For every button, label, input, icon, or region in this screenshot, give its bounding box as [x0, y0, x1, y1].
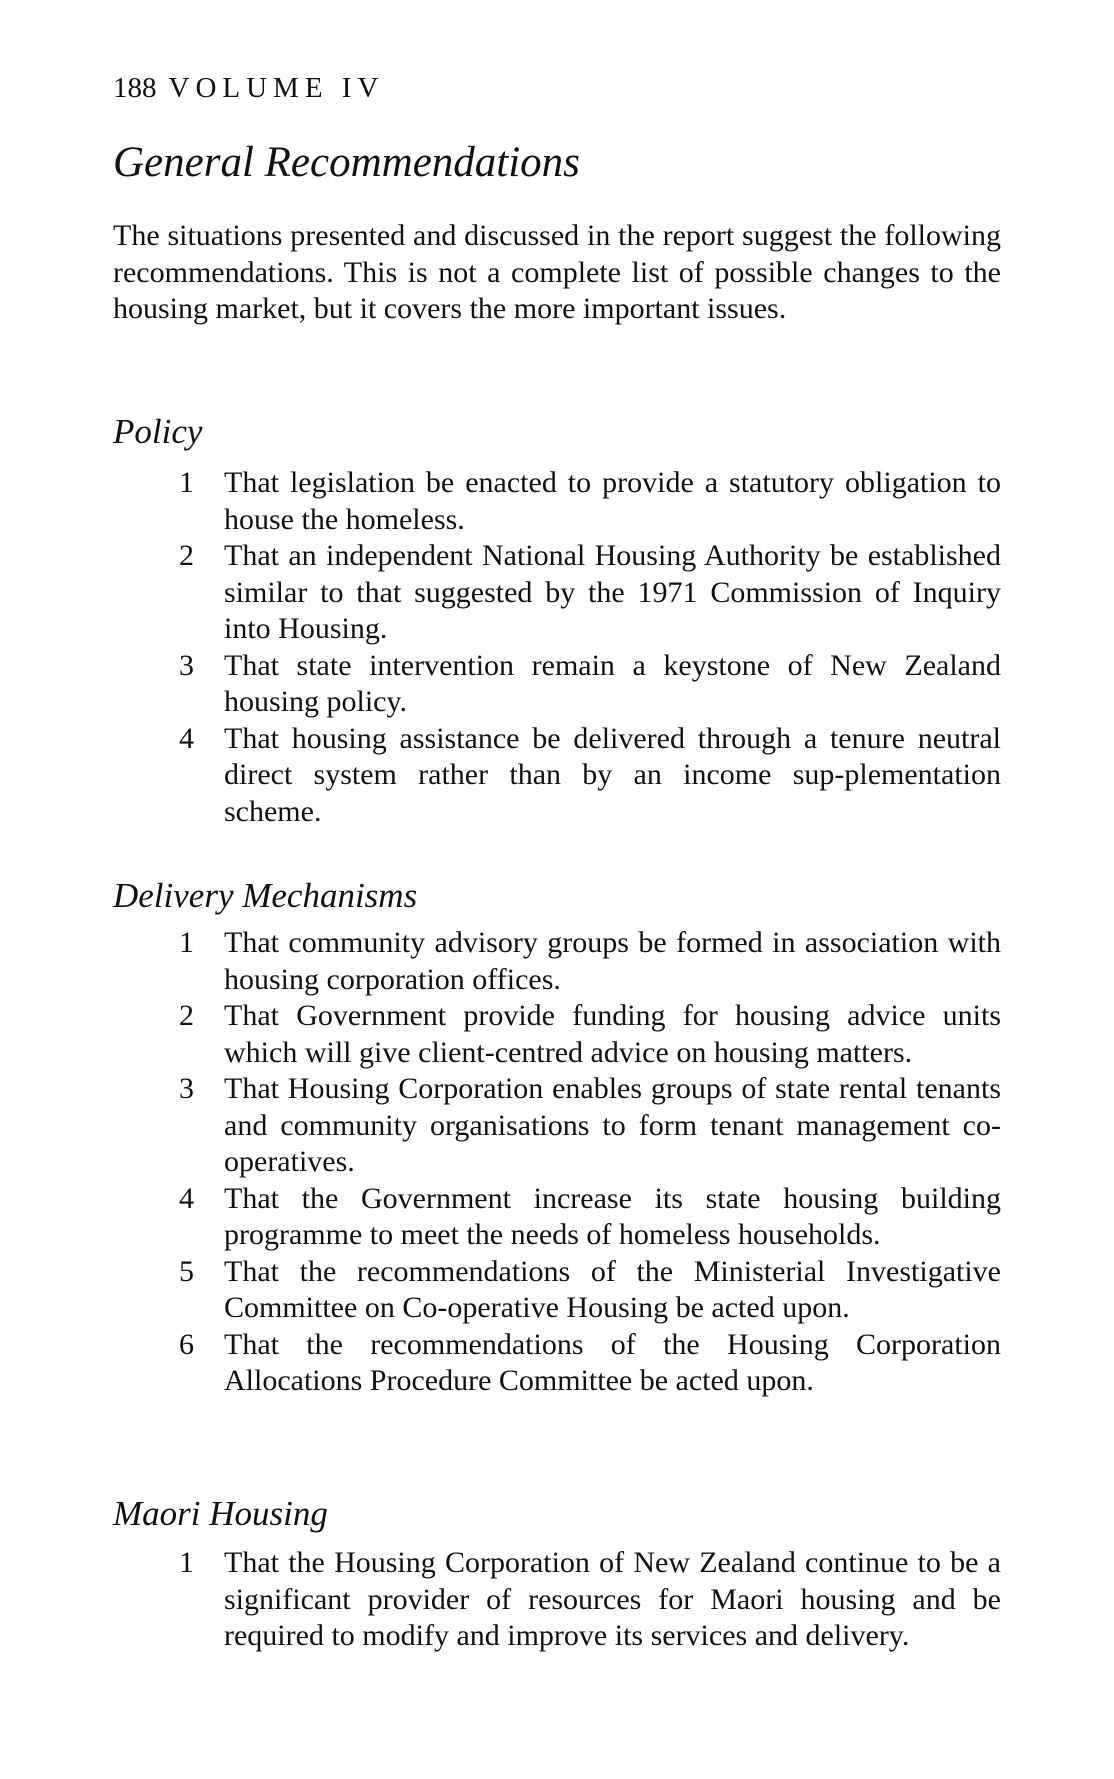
item-number: 4 [179, 721, 194, 755]
list-item [0, 1545, 1114, 1655]
list-item [0, 1071, 1114, 1181]
item-text: That housing assistance be delivered through a tenure neutral direct system rather than by an income sup-plementation scheme. [224, 721, 1001, 828]
item-text: That an independent National Housing Authority be established similar to that suggested by the 1971 Commission of Inquiry into Housing. [224, 539, 1001, 645]
page-title: General Recommendations [113, 139, 580, 186]
item-text: That Government provide funding for housing advice units which will give client-centred advice on housing matters. [224, 999, 1001, 1069]
list-item [0, 1254, 1114, 1327]
item-number: 6 [179, 1327, 194, 1361]
intro-paragraph: The situations presented and discussed in the report suggest the following recommendations. This is not a complete list of possible changes to the housing market, but it covers the more important issues. [113, 219, 1001, 325]
section-heading-maori-housing: Maori Housing [113, 1494, 328, 1533]
list-item [0, 998, 1114, 1071]
policy-list [0, 465, 1114, 830]
list-item [0, 925, 1114, 998]
list-item [0, 648, 1114, 721]
list-item [0, 465, 1114, 538]
item-text: That the recommendations of the Housing Corporation Allocations Procedure Committee be acted upon. [224, 1327, 1001, 1397]
item-number: 4 [179, 1181, 194, 1215]
list-item [0, 1181, 1114, 1254]
section-heading-delivery-mechanisms: Delivery Mechanisms [113, 876, 418, 915]
item-text: That the recommendations of the Ministerial Investigative Committee on Co-operative Housing be acted upon. [224, 1254, 1001, 1324]
page-number: 188 [113, 72, 157, 104]
volume-label: VOLUME IV [168, 72, 385, 104]
item-number: 2 [179, 999, 194, 1032]
list-item [0, 1327, 1114, 1400]
running-head [113, 72, 384, 105]
item-text: That the Housing Corporation of New Zealand continue to be a significant provider of resources for Maori housing and be required to modify and improve its services and delivery. [224, 1546, 1001, 1652]
item-text: That state intervention remain a keystone of New Zealand housing policy. [224, 648, 1001, 718]
delivery-mechanisms-list [0, 925, 1114, 1400]
item-number: 1 [179, 466, 194, 499]
maori-housing-list [0, 1545, 1114, 1655]
item-text: That Housing Corporation enables groups of state rental tenants and community organisations to form tenant management co-operatives. [224, 1072, 1001, 1178]
item-number: 2 [179, 539, 194, 572]
item-text: That community advisory groups be formed in association with housing corporation offices. [224, 926, 1001, 996]
list-item [0, 721, 1114, 831]
list-item [0, 538, 1114, 648]
item-text: That legislation be enacted to provide a statutory obligation to house the homeless. [224, 466, 1001, 536]
item-number: 1 [179, 926, 194, 959]
item-text: That the Government increase its state housing building programme to meet the needs of homeless households. [224, 1181, 1001, 1251]
item-number: 3 [179, 648, 194, 682]
item-number: 1 [179, 1546, 194, 1579]
item-number: 5 [179, 1254, 194, 1288]
section-heading-policy: Policy [113, 412, 203, 451]
item-number: 3 [179, 1072, 194, 1105]
